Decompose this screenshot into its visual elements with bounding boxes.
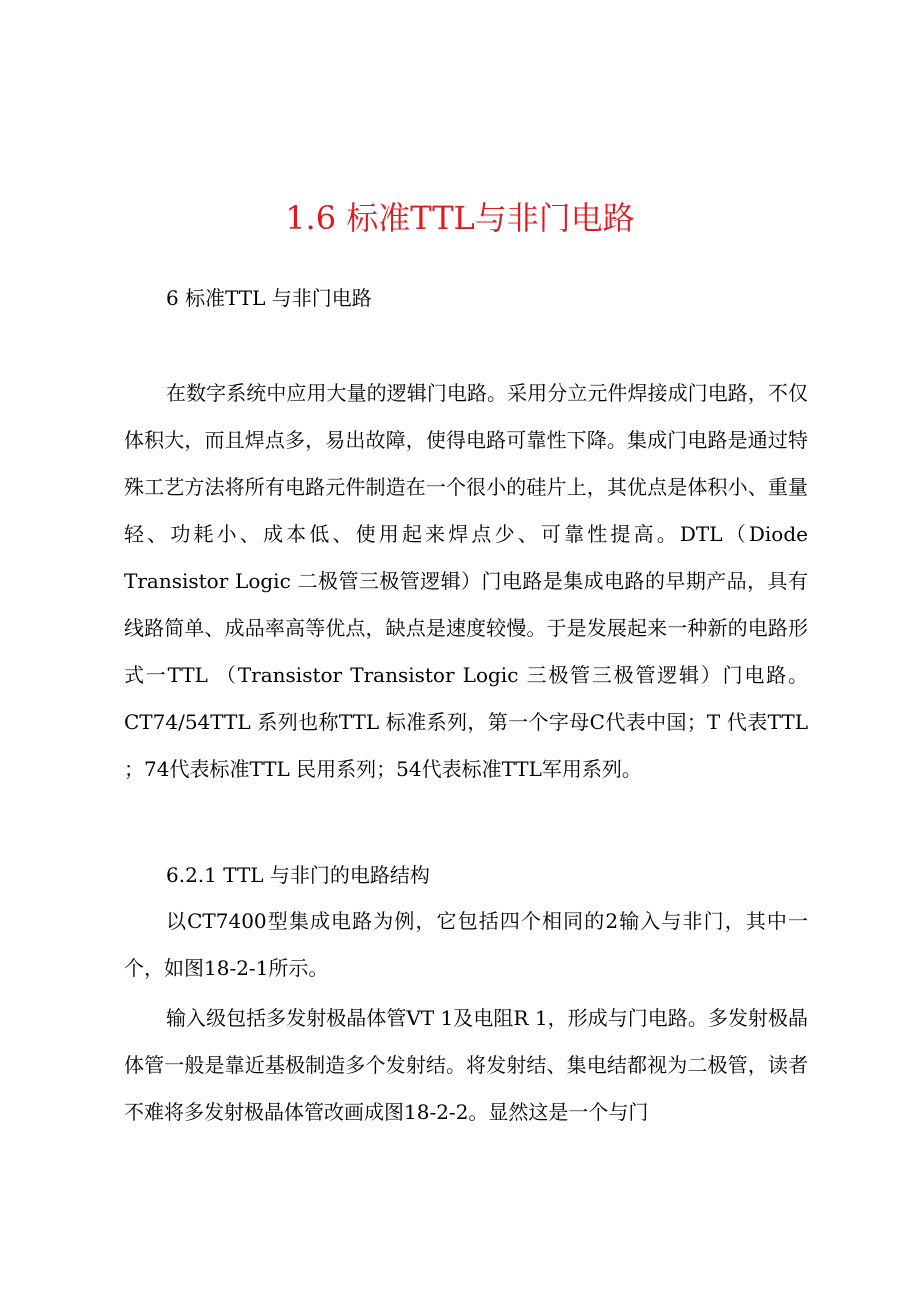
paragraph-ct7400-example: 以CT7400型集成电路为例，它包括四个相同的2输入与非门，其中一个，如图18-2-1所示。 — [124, 909, 808, 980]
paragraph-intro: 在数字系统中应用大量的逻辑门电路。采用分立元件焊接成门电路，不仅体积大，而且焊点多，易出故障，使得电路可靠性下降。集成门电路是通过特殊工艺方法将所有电路元件制造在一个很小的硅片上，其优点是体积小、重量轻、功耗小、成本低、使用起来焊点少、可靠性提高。DTL（Diode Transistor Logic 二极管三极管逻辑）门电路是集成电路的早期产品，具有线路简单、成品率高等优点，缺点是速度较慢。于是发展起来一种新的电路形式一TTL （Transistor Transistor Logic 三极管三极管逻辑）门电路。CT74/54TTL 系列也称TTL 标准系列，第一个字母C代表中国；T 代表TTL ；74代表标准TTL 民用系列；54代表标准TTL军用系列。 — [124, 381, 808, 781]
section-subheading: 6 标准TTL 与非门电路 — [166, 286, 372, 310]
document-title: 1.6 标准TTL与非门电路 — [285, 199, 635, 237]
section-heading-circuit-structure: 6.2.1 TTL 与非门的电路结构 — [166, 863, 430, 887]
paragraph-input-stage: 输入级包括多发射极晶体管VT 1及电阻R 1，形成与门电路。多发射极晶体管一般是靠近基极制造多个发射结。将发射结、集电结都视为二极管，读者不难将多发射极晶体管改画成图18-2-2。显然这是一个与门 — [124, 1006, 808, 1124]
